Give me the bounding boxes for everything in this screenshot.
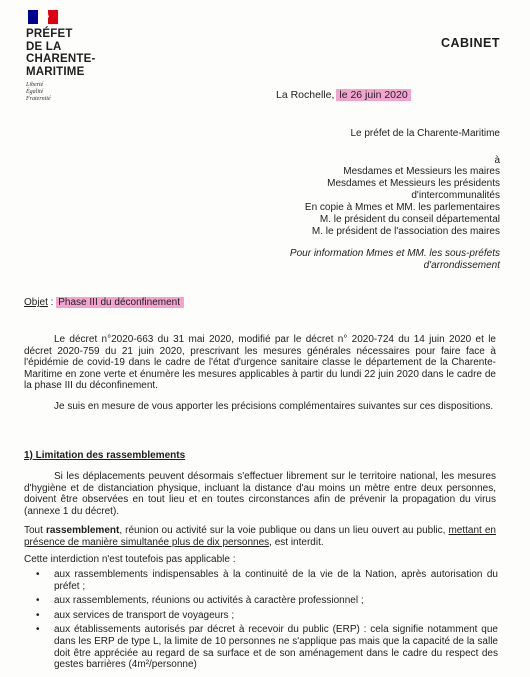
- recipient-line: Mesdames et Messieurs les présidents: [327, 178, 500, 189]
- motto-line: Égalité: [26, 89, 44, 95]
- sender-line: Le préfet de la Charente-Maritime: [350, 128, 500, 139]
- list-item: [36, 569, 498, 592]
- bold-text: rassemblement: [45, 525, 120, 536]
- list-item: [36, 624, 498, 670]
- motto-line: Liberté: [26, 82, 44, 88]
- date-line: [276, 89, 411, 101]
- list-item: [36, 610, 498, 622]
- recipient-line: En copie à Mmes et MM. les parlementaires: [304, 202, 500, 213]
- recipient-line: d'intercommunalités: [411, 190, 500, 201]
- prefecture-title-line: MARITIME: [26, 65, 85, 78]
- recipient-to: à: [494, 155, 500, 166]
- text-run: Tout: [24, 525, 46, 536]
- recipient-line: M. le président de l'association des maires: [311, 226, 500, 237]
- date-place: La Rochelle,: [276, 89, 335, 101]
- bullet-icon: •: [36, 624, 40, 636]
- list-item: [36, 595, 498, 607]
- underlined-text: mettant en présence de manière simultanée plus de dix personnes: [24, 525, 496, 548]
- date-highlight: le 26 juin 2020: [336, 89, 410, 101]
- prefecture-title-line: DE LA: [26, 40, 62, 53]
- bullet-icon: •: [36, 609, 40, 621]
- body-paragraph: [24, 525, 496, 548]
- text-run: , est interdit.: [269, 536, 324, 548]
- recipient-line: Mesdames et Messieurs les maires: [343, 166, 500, 177]
- prefecture-title: [26, 28, 96, 78]
- recipient-line: M. le président du conseil départemental: [319, 214, 500, 225]
- prefecture-title-line: CHARENTE-: [26, 53, 96, 65]
- exception-list: [36, 569, 498, 674]
- list-item-text: aux rassemblements, réunions ou activités à caractère professionnel ;: [54, 595, 364, 607]
- body-paragraph: Le décret n°2020-663 du 31 mai 2020, modifié par le décret n° 2020-724 du 14 juin 2020 et le décret 2020-759 du 21 juin 2020, prescrivant les mesures générales nécessaires pour faire face à l'épidémie de covid-19 dans le cadre de l'état d'urgence sanitaire classe le département de la Charente-Maritime en zone verte et énumère les mesures applicables à partir du lundi 22 juin 2020 dans le cadre de la phase III du déconfinement.: [24, 334, 496, 392]
- motto-line: Fraternité: [26, 96, 51, 102]
- recipient-list: [305, 166, 500, 238]
- info-line: Pour information Mmes et MM. les sous-préfets d'arrondissement: [289, 248, 500, 271]
- subject-text: Phase III du déconfinement: [56, 297, 184, 308]
- list-item-text: aux services de transport de voyageurs ;: [54, 609, 235, 621]
- bullet-icon: •: [36, 595, 40, 607]
- body-paragraph: Je suis en mesure de vous apporter les précisions complémentaires suivantes sur ces dispositions.: [54, 401, 494, 412]
- subject-line: [24, 297, 184, 308]
- bullet-icon: •: [36, 569, 40, 580]
- list-item-text: aux rassemblements indispensables à la continuité de la vie de la Nation, après autorisation du préfet ;: [54, 569, 498, 592]
- marianne-icon: [32, 10, 54, 24]
- body-paragraph: Si les déplacements peuvent désormais s'effectuer librement sur le territoire national, les mesures d'hygiène et de distanciation physique, incluant la distance d'au moins un mètre entre deux personnes, doivent être observées en tout lieu et en toutes circonstances afin de prévenir la propagation du virus (annexe 1 du décret).: [24, 471, 496, 517]
- list-item-text: aux établissements autorisés par décret à recevoir du public (ERP) : cela signifie notamment que dans les ERP de type L, la limite de 10 personnes ne s'applique pas mais que la capacité de la salle doit être appréciée au regard de sa surface et de son aménagement dans le cadre du respect des gestes barrières (4m²/personne): [54, 624, 498, 671]
- text-run: , réunion ou activité sur la voie publique ou dans un lieu ouvert au public,: [119, 525, 449, 536]
- department-label: CABINET: [440, 36, 500, 50]
- subject-separator: :: [47, 297, 54, 308]
- subject-label: Objet: [24, 297, 48, 308]
- body-paragraph: Cette interdiction n'est toutefois pas applicable :: [24, 554, 236, 565]
- republic-motto: [26, 82, 51, 103]
- section-heading: 1) Limitation des rassemblements: [24, 450, 186, 461]
- prefecture-title-line: PRÉFET: [26, 28, 73, 40]
